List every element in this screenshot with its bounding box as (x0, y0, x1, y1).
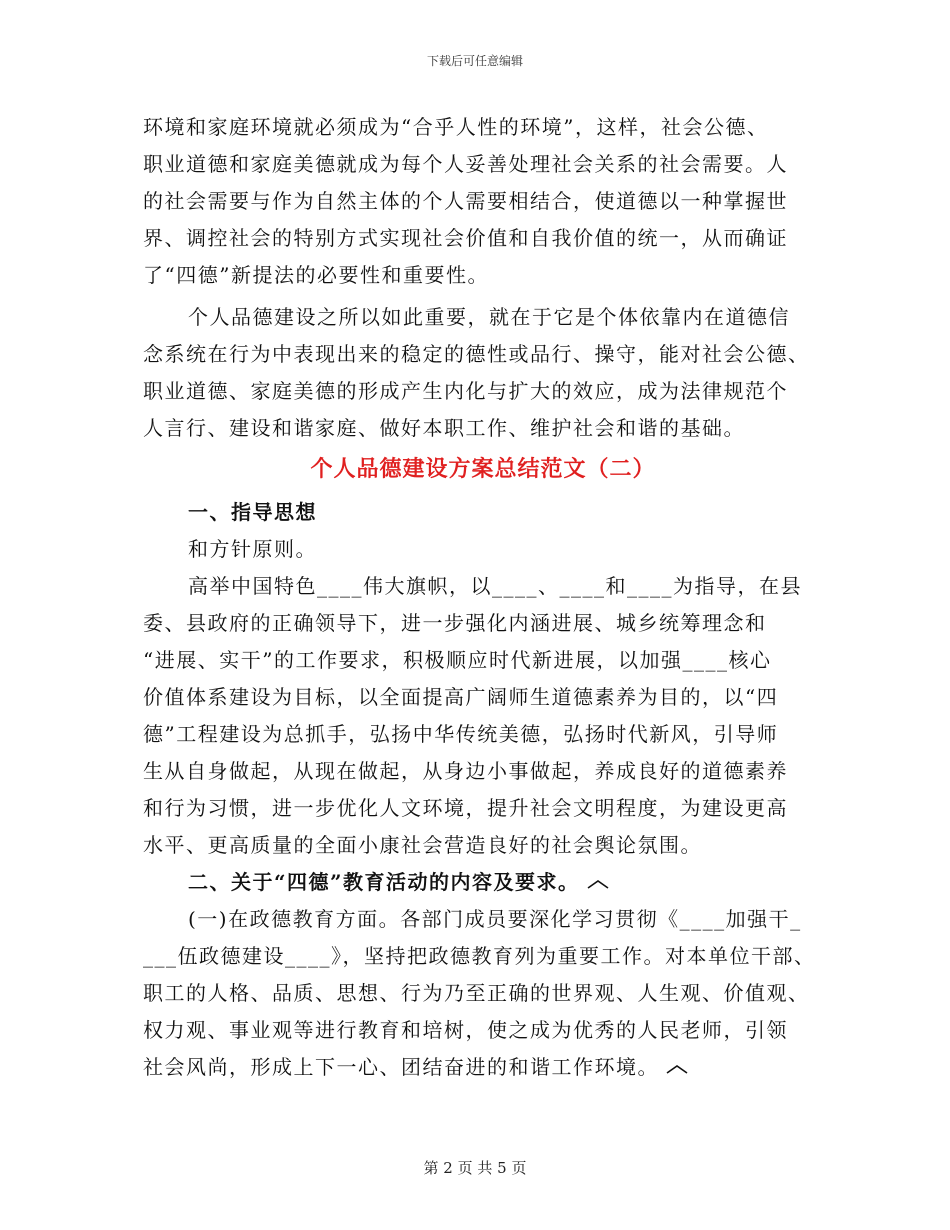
text-line: 高举中国特色____伟大旗帜，以____、____和____为指导，在县 (188, 574, 802, 598)
section-1-paragraph (143, 568, 823, 864)
text-line: 念系统在行为中表现出来的稳定的德性或品行、操守，能对社会公德、 (143, 342, 810, 366)
section-1-line: 和方针原则。 (188, 537, 317, 561)
text-line-with-mark (143, 1049, 823, 1086)
text-line: 委、县政府的正确领导下，进一步强化内涵进展、城乡统筹理念和 (143, 611, 767, 635)
text-line: 和行为习惯，进一步优化人文环境，提升社会文明程度，为建设更高 (143, 796, 788, 820)
section-2-heading: 二、关于“四德”教育活动的内容及要求。 (188, 870, 580, 894)
text-line: 界、调控社会的特别方式实现社会价值和自我价值的统一，从而确证 (143, 226, 788, 250)
text-line: 职业道德和家庭美德就成为每个人妥善处理社会关系的社会需要。人 (143, 152, 788, 176)
text-line: 权力观、事业观等进行教育和培树，使之成为优秀的人民老师，引领 (143, 1018, 788, 1042)
caret-up-icon (586, 865, 610, 902)
text-line: 生从自身做起，从现在做起，从身边小事做起，养成良好的道德素养 (143, 759, 788, 783)
text-line: 社会风尚，形成上下一心、团结奋进的和谐工作环境。 (143, 1055, 659, 1079)
text-line: (一)在政德教育方面。各部门成员要深化学习贯彻《____加强干_ (188, 907, 802, 931)
page-header: 下载后可任意编辑 (426, 54, 523, 68)
document-body (143, 109, 823, 1086)
document-title: 个人品德建设方案总结范文（二） (310, 456, 656, 482)
text-line: 价值体系建设为目标，以全面提高广阔师生道德素养为目的，以“四 (143, 685, 779, 709)
caret-up-icon (665, 1050, 689, 1087)
text-line: ___伍政德建设____》，坚持把政德教育列为重要工作。对本单位干部、 (143, 944, 816, 968)
text-line: 个人品德建设之所以如此重要，就在于它是个体依靠内在道德信 (188, 305, 790, 329)
text-line: 环境和家庭环境就必须成为“合乎人性的环境”，这样，社会公德、 (143, 115, 769, 139)
text-line: 的社会需要与作为自然主体的个人需要相结合，使道德以一种掌握世 (143, 189, 788, 213)
section-1-heading: 一、指导思想 (188, 500, 317, 524)
paragraph-2 (143, 299, 823, 447)
text-line: 职工的人格、品质、思想、行为乃至正确的世界观、人生观、价值观、 (143, 981, 810, 1005)
text-line: 职业道德、家庭美德的形成产生内化与扩大的效应，成为法律规范个 (143, 379, 788, 403)
text-line: “进展、实干”的工作要求，积极顺应时代新进展，以加强____核心 (143, 648, 772, 672)
section-2-heading-row (143, 864, 823, 901)
text-line: 德”工程建设为总抓手，弘扬中华传统美德，弘扬时代新风，引导师 (143, 722, 779, 746)
text-line: 人言行、建设和谐家庭、做好本职工作、维护社会和谐的基础。 (143, 416, 745, 440)
paragraph-1 (143, 109, 823, 294)
text-line: 水平、更高质量的全面小康社会营造良好的社会舆论氛围。 (143, 833, 702, 857)
page-number: 第 2 页 共 5 页 (423, 1159, 527, 1177)
section-2-paragraph (143, 901, 823, 1086)
text-line: 了“四德”新提法的必要性和重要性。 (143, 263, 489, 287)
